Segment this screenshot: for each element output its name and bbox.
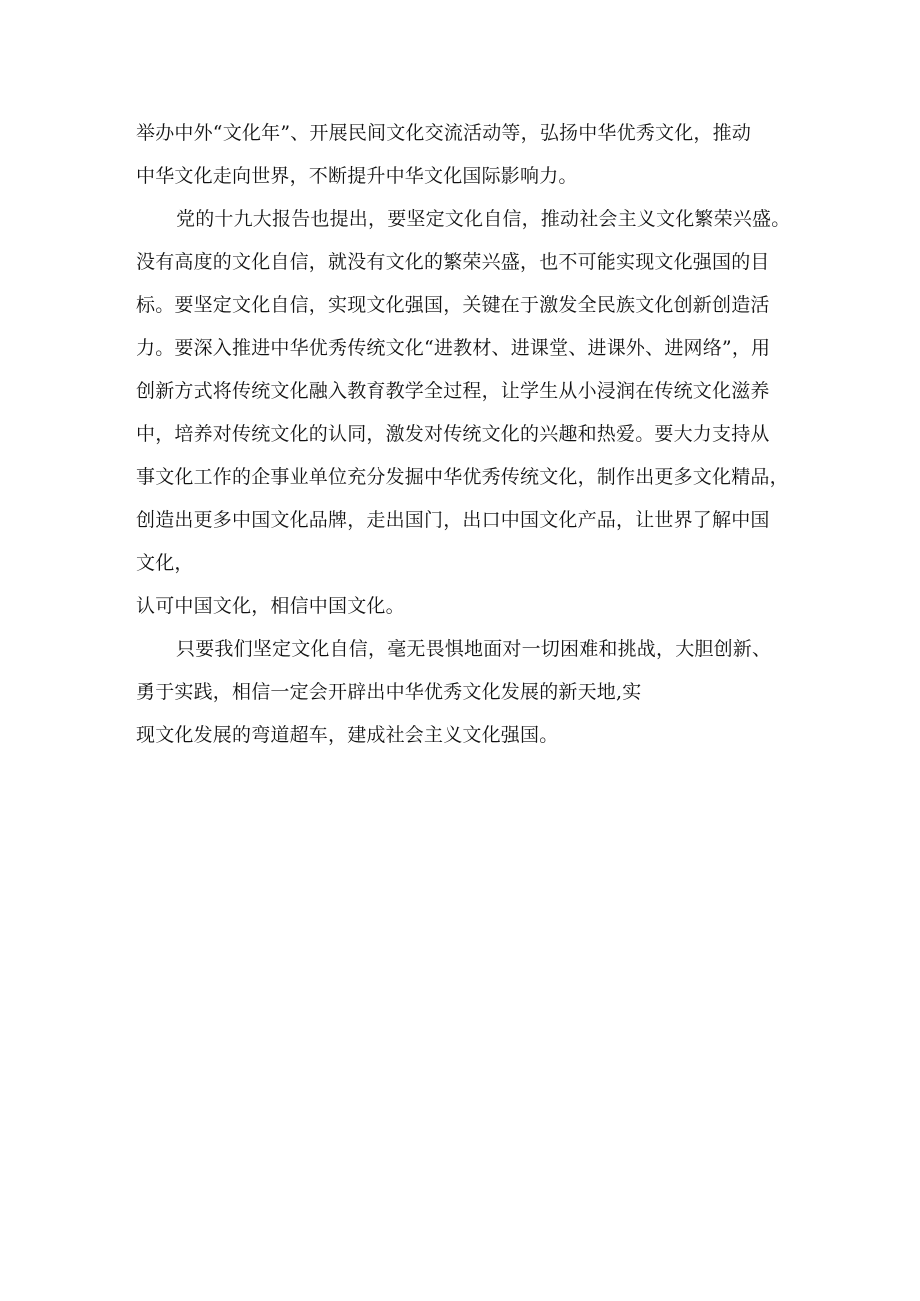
text-line: 现文化发展的弯道超车，建成社会主义文化强国。: [136, 724, 559, 746]
text-line: 创造出更多中国文化品牌，走出国门，出口中国文化产品，让世界了解中国: [136, 509, 770, 531]
text-line: 认可中国文化，相信中国文化。: [136, 595, 405, 617]
text-line: 中，培养对传统文化的认同，激发对传统文化的兴趣和热爱。要大力支持从: [136, 423, 770, 445]
text-line: 举办中外“文化年”、开展民间文化交流活动等，弘扬中华优秀文化，推动: [136, 122, 752, 144]
body-text: [136, 112, 826, 757]
text-line: 标。要坚定文化自信，实现文化强国，关键在于激发全民族文化创新创造活: [136, 294, 770, 316]
paragraph-start-line: 党的十九大报告也提出，要坚定文化自信，推动社会主义文化繁荣兴盛。: [176, 208, 791, 230]
text-line: 创新方式将传统文化融入教育教学全过程，让学生从小浸润在传统文化滋养: [136, 380, 770, 402]
text-line: 力。要深入推进中华优秀传统文化“进教材、进课堂、进课外、进网络”，用: [136, 337, 771, 359]
text-line: 没有高度的文化自信，就没有文化的繁荣兴盛，也不可能实现文化强国的目: [136, 251, 770, 273]
paragraph-start-line: 只要我们坚定文化自信，毫无畏惧地面对一切困难和挑战，大胆创新、: [176, 638, 772, 660]
text-line: 勇于实践，相信一定会开辟出中华优秀文化发展的新天地,实: [136, 681, 642, 703]
text-line: 事文化工作的企事业单位充分发掘中华优秀传统文化，制作出更多文化精品，: [136, 466, 789, 488]
text-line: 文化，: [136, 552, 194, 574]
text-line: 中华文化走向世界，不断提升中华文化国际影响力。: [136, 165, 578, 187]
